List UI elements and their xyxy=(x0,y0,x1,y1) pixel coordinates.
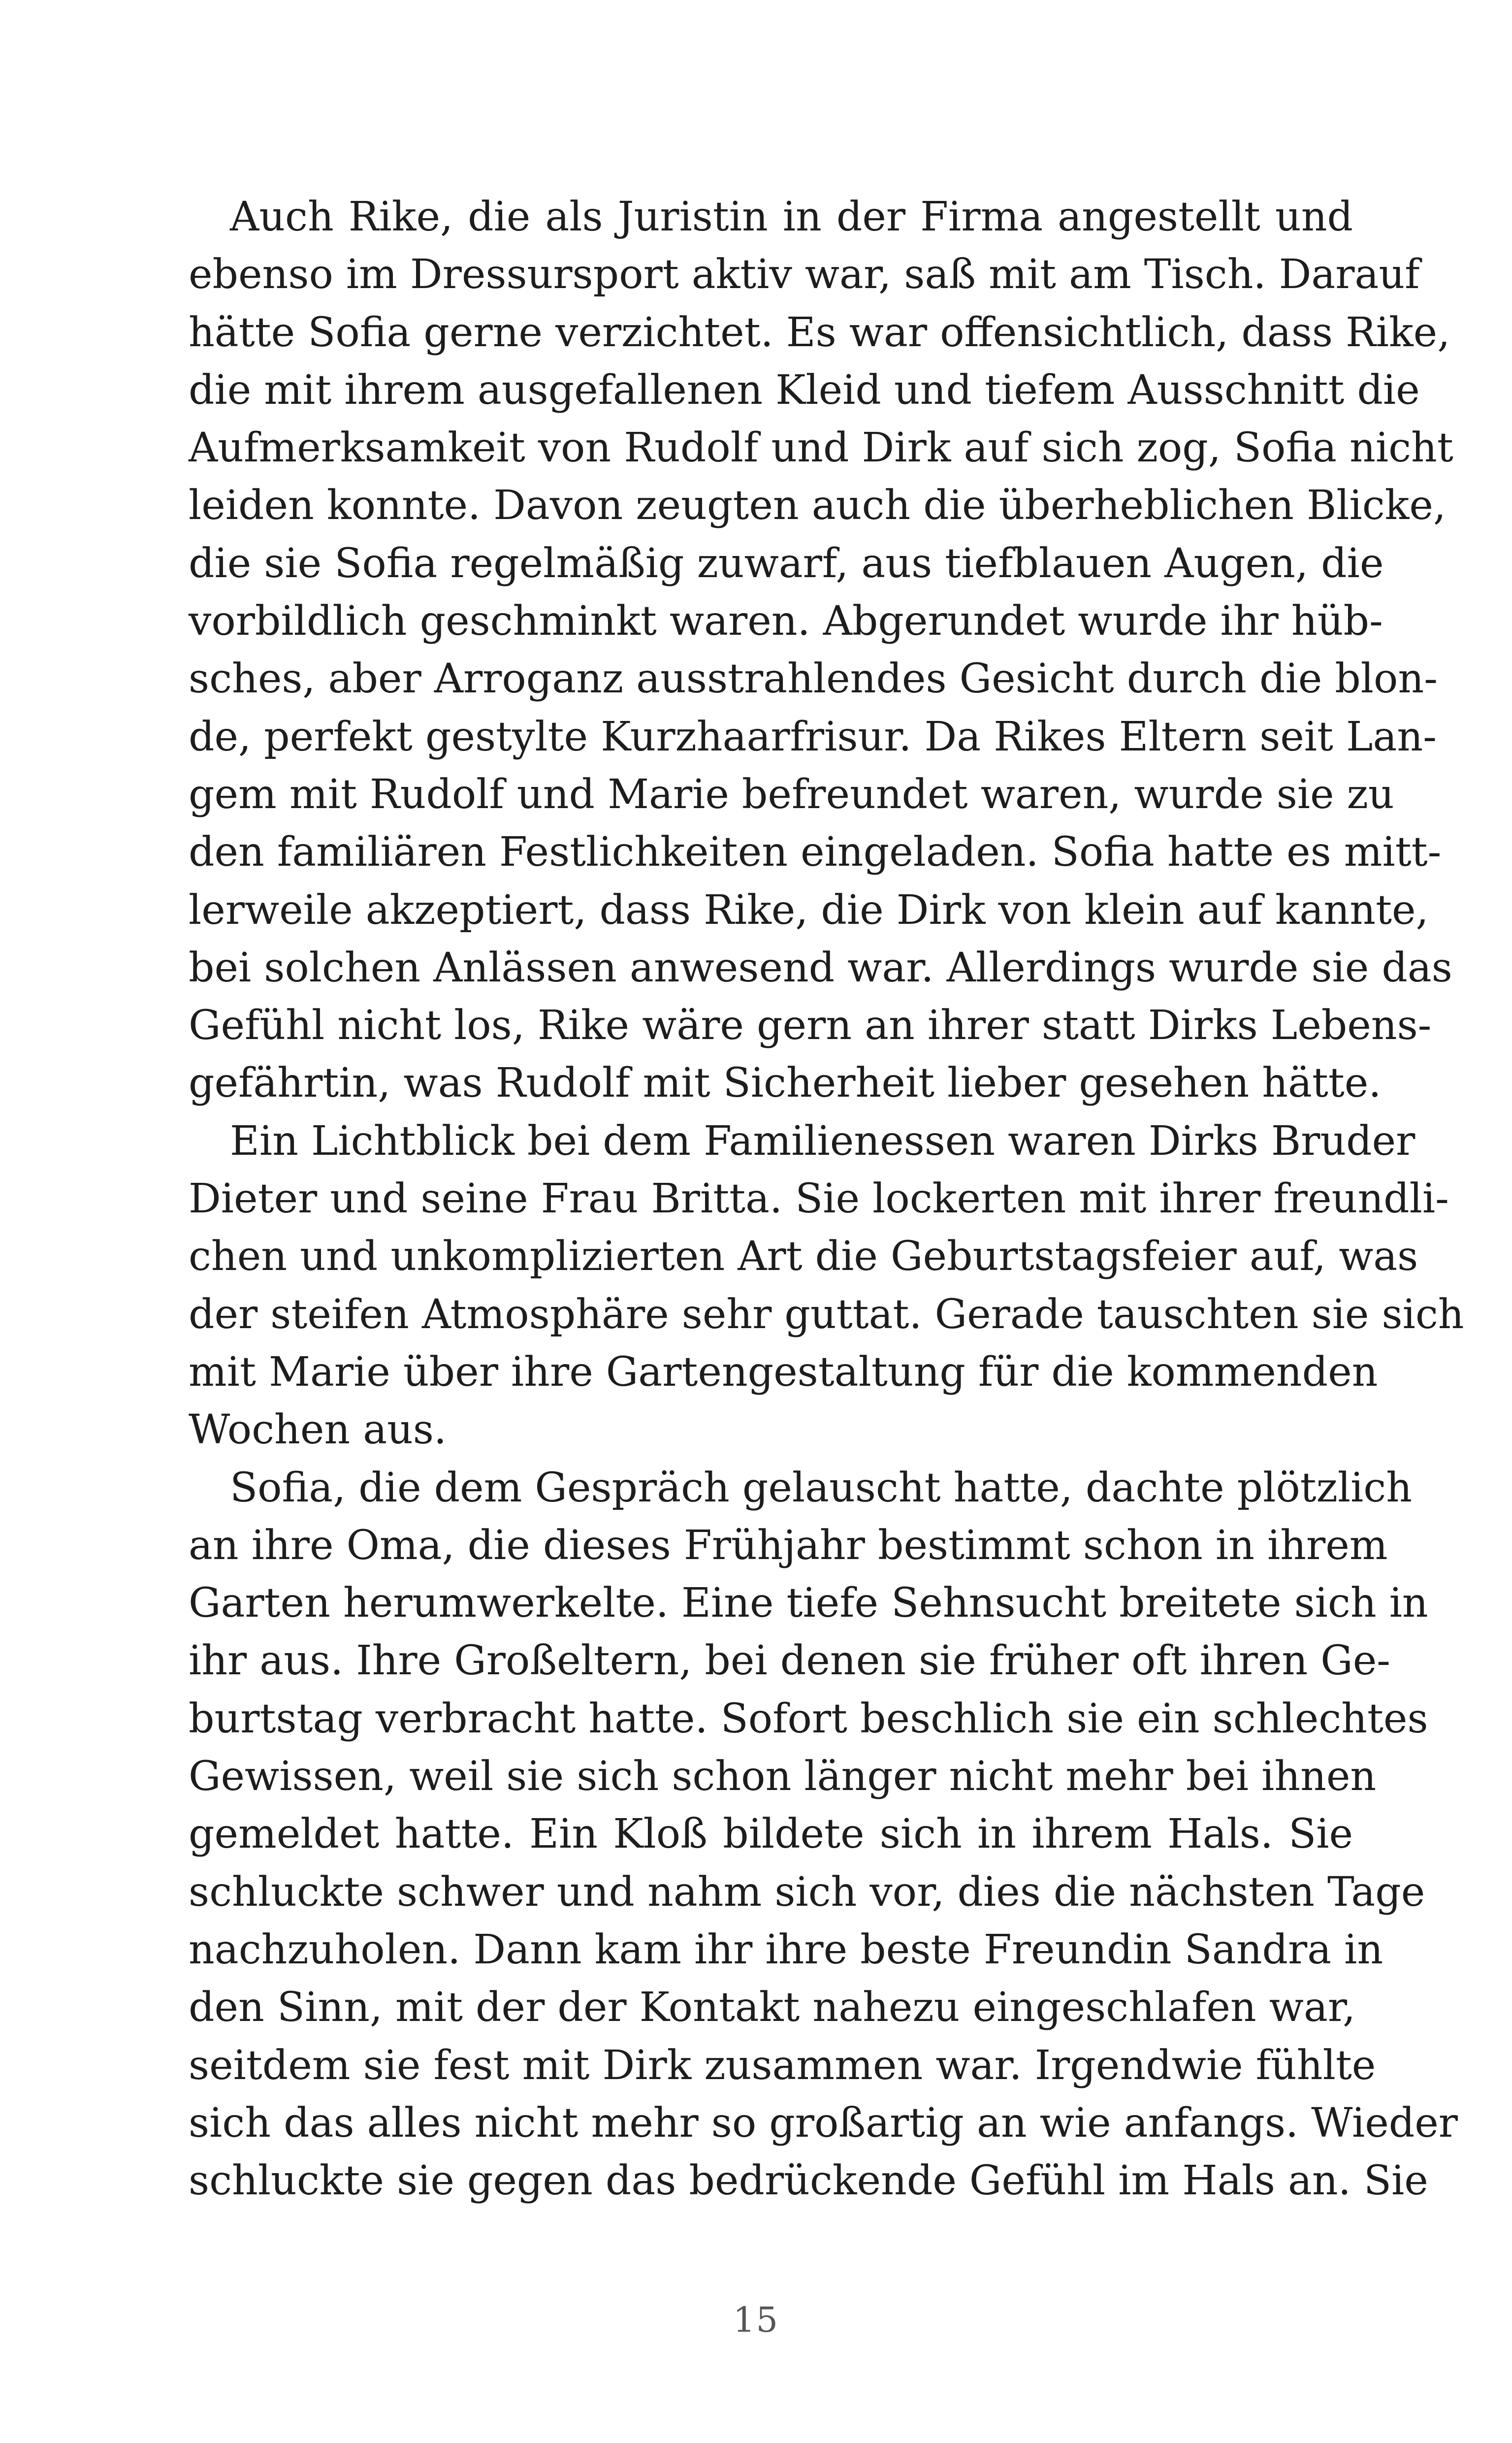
text-line: Garten herumwerkelte. Eine tiefe Sehnsucht breitete sich in xyxy=(189,1580,1428,1627)
text-line: lerweile akzeptiert, dass Rike, die Dirk von klein auf kannte, xyxy=(189,886,1429,934)
text-line: ihr aus. Ihre Großeltern, bei denen sie früher oft ihren Ge- xyxy=(189,1637,1390,1685)
text-line: Gefühl nicht los, Rike wäre gern an ihrer statt Dirks Lebens- xyxy=(189,1002,1432,1049)
body-text xyxy=(189,188,1464,2210)
text-line: sches, aber Arroganz ausstrahlendes Gesicht durch die blon- xyxy=(189,655,1438,703)
text-line: die sie Sofia regelmäßig zuwarf, aus tiefblauen Augen, die xyxy=(189,540,1384,587)
text-line: die mit ihrem ausgefallenen Kleid und tiefem Ausschnitt die xyxy=(189,366,1420,414)
text-line: Gewissen, weil sie sich schon länger nicht mehr bei ihnen xyxy=(189,1753,1377,1800)
paragraph-1 xyxy=(189,188,1453,1112)
text-line: Dieter und seine Frau Britta. Sie lockerten mit ihrer freundli- xyxy=(189,1175,1449,1223)
paragraph-2 xyxy=(189,1112,1464,1459)
text-line: Aufmerksamkeit von Rudolf und Dirk auf sich zog, Sofia nicht xyxy=(189,424,1453,472)
paragraph-3 xyxy=(189,1459,1458,2210)
text-line: schluckte sie gegen das bedrückende Gefühl im Hals an. Sie xyxy=(189,2157,1428,2205)
text-line: den familiären Festlichkeiten eingeladen. Sofia hatte es mitt- xyxy=(189,829,1442,876)
text-line: sich das alles nicht mehr so großartig an wie anfangs. Wieder xyxy=(189,2099,1458,2147)
text-line: nachzuholen. Dann kam ihr ihre beste Freundin Sandra in xyxy=(189,1926,1383,1973)
page-number: 15 xyxy=(733,2300,779,2340)
text-line: Ein Lichtblick bei dem Familienessen waren Dirks Bruder xyxy=(230,1117,1415,1165)
text-line: gem mit Rudolf und Marie befreundet waren, wurde sie zu xyxy=(189,771,1394,818)
text-line: an ihre Oma, die dieses Frühjahr bestimmt schon in ihrem xyxy=(189,1522,1388,1569)
text-line: den Sinn, mit der der Kontakt nahezu eingeschlafen war, xyxy=(189,1984,1356,2031)
text-line: vorbildlich geschminkt waren. Abgerundet wurde ihr hüb- xyxy=(189,598,1383,645)
text-line: de, perfekt gestylte Kurzhaarfrisur. Da Rikes Eltern seit Lan- xyxy=(189,713,1437,760)
text-line: mit Marie über ihre Gartengestaltung für die kommenden xyxy=(189,1348,1378,1396)
text-line: hätte Sofia gerne verzichtet. Es war offensichtlich, dass Rike, xyxy=(189,309,1450,356)
text-line: der steifen Atmosphäre sehr guttat. Gerade tauschten sie sich xyxy=(189,1291,1464,1338)
text-line: schluckte schwer und nahm sich vor, dies die nächsten Tage xyxy=(189,1868,1425,1916)
text-line: ebenso im Dressursport aktiv war, saß mit am Tisch. Darauf xyxy=(189,251,1420,298)
text-line: gemeldet hatte. Ein Kloß bildete sich in ihrem Hals. Sie xyxy=(189,1811,1353,1858)
text-line: Sofia, die dem Gespräch gelauscht hatte, dachte plötzlich xyxy=(230,1464,1413,1511)
text-line: leiden konnte. Davon zeugten auch die überheblichen Blicke, xyxy=(189,482,1446,529)
text-line: gefährtin, was Rudolf mit Sicherheit lieber gesehen hätte. xyxy=(189,1060,1382,1107)
text-line: Auch Rike, die als Juristin in der Firma angestellt und xyxy=(230,194,1353,240)
text-line: Wochen aus. xyxy=(189,1406,447,1454)
text-line: chen und unkomplizierten Art die Geburtstagsfeier auf, was xyxy=(189,1233,1418,1280)
text-line: seitdem sie fest mit Dirk zusammen war. Irgendwie fühlte xyxy=(189,2042,1376,2089)
text-line: burtstag verbracht hatte. Sofort beschlich sie ein schlechtes xyxy=(189,1695,1428,1742)
text-line: bei solchen Anlässen anwesend war. Allerdings wurde sie das xyxy=(189,944,1452,991)
